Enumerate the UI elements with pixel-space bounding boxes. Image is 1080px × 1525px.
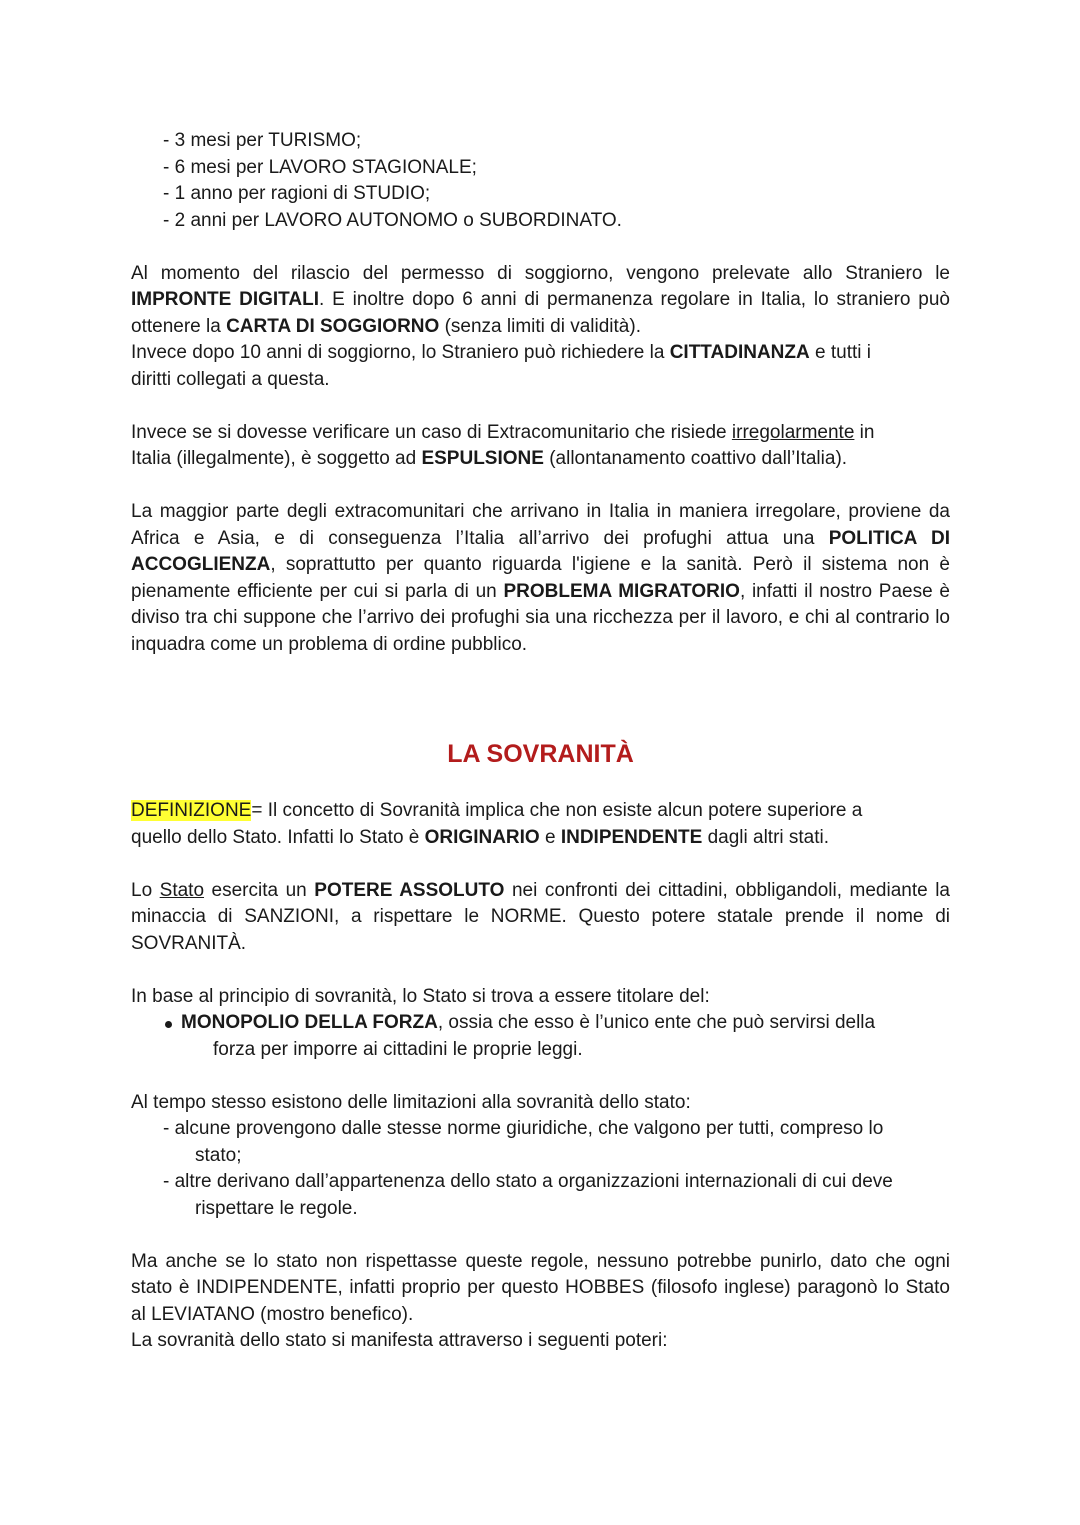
paragraph-espulsione: Invece se si dovesse verificare un caso di Extracomunitario che risiede irregolarmente in Italia (illegalmente), è soggetto ad ESPULSIONE (allontanamento coattivo dall’Italia). [131,421,875,469]
bold-term: CARTA DI SOGGIORNO [226,315,440,337]
bold-term: POTERE ASSOLUTO [314,879,505,901]
bold-term: ORIGINARIO [424,826,540,848]
paragraph-limitazioni: Al tempo stesso esistono delle limitazioni alla sovranità dello stato: [131,1091,691,1113]
paragraph-definizione: DEFINIZIONE= Il concetto di Sovranità implica che non esiste alcun potere superiore a quello dello Stato. Infatti lo Stato è ORIGINARIO e INDIPENDENTE dagli altri stati. [131,800,863,848]
paragraph-cittadinanza: Invece dopo 10 anni di soggiorno, lo Straniero può richiedere la CITTADINANZA e tutti i diritti collegati a questa. [131,342,871,390]
list-item: - 3 mesi per TURISMO; [163,130,362,151]
paragraph-impronte: Al momento del rilascio del permesso di soggiorno, vengono prelevate allo Straniero le IMPRONTE DIGITALI. E inoltre dopo 6 anni di permanenza regolare in Italia, lo straniero può ottenere la CARTA DI SOGGIORNO (senza limiti di validità). [131,262,950,337]
list-item: - 2 anni per LAVORO AUTONOMO o SUBORDINATO. [163,209,622,231]
underlined-term: Stato [159,879,205,901]
bold-term: PROBLEMA MIGRATORIO [503,580,740,602]
paragraph-leviatano: Ma anche se lo stato non rispettasse queste regole, nessuno potrebbe punirlo, dato che ogni stato è INDIPENDENTE, infatti proprio per questo HOBBES (filosofo inglese) paragonò lo Stato al LEVIATANO (mostro benefico). [131,1250,950,1325]
document-page [131,128,950,1355]
bold-term: ESPULSIONE [421,448,544,469]
bold-term: MONOPOLIO DELLA FORZA [181,1012,438,1033]
underlined-term: irregolarmente [731,421,855,443]
paragraph-poteri: La sovranità dello stato si manifesta attraverso i seguenti poteri: [131,1330,668,1351]
bullet-icon [165,1021,172,1028]
list-item: MONOPOLIO DELLA FORZA, ossia che esso è l’unico ente che può servirsi della forza per imporre ai cittadini le proprie leggi. [165,1010,950,1063]
duration-list [131,128,950,234]
list-item: - altre derivano dall’appartenenza dello stato a organizzazioni internazionali di cui deve rispettare le regole. [163,1171,893,1219]
paragraph-potere: Lo Stato esercita un POTERE ASSOLUTO nei confronti dei cittadini, obbligandoli, mediante la minaccia di SANZIONI, a rispettare le NORME. Questo potere statale prende il nome di SOVRANITÀ. [131,879,950,954]
section-title: LA SOVRANITÀ [447,740,634,768]
limits-list [131,1116,950,1222]
bold-term: POLITICA DI ACCOGLIENZA [131,527,950,575]
bold-term: INDIPENDENTE [560,826,703,848]
paragraph-principio: In base al principio di sovranità, lo Stato si trova a essere titolare del: [131,985,710,1007]
list-item: - 1 anno per ragioni di STUDIO; [163,183,431,204]
bold-term: CITTADINANZA [669,342,810,363]
bold-term: IMPRONTE DIGITALI [131,289,319,310]
bullet-list [131,1010,950,1063]
list-item: - alcune provengono dalle stesse norme giuridiche, che valgono per tutti, compreso lo stato; [163,1118,884,1166]
list-item: - 6 mesi per LAVORO STAGIONALE; [163,156,477,178]
paragraph-migratorio: La maggior parte degli extracomunitari che arrivano in Italia in maniera irregolare, proviene da Africa e Asia, e di conseguenza l’Italia all’arrivo dei profughi attua una POLITICA DI ACCOGLIENZA, soprattutto per quanto riguarda l'igiene e la sanità. Però il sistema non è pienamente efficiente per cui si parla di un PROBLEMA MIGRATORIO, infatti il nostro Paese è diviso tra chi suppone che l’arrivo dei profughi sia una ricchezza per il lavoro, e chi al contrario lo inquadra come un problema di ordine pubblico. [131,501,950,655]
highlighted-label: DEFINIZIONE [131,800,252,821]
